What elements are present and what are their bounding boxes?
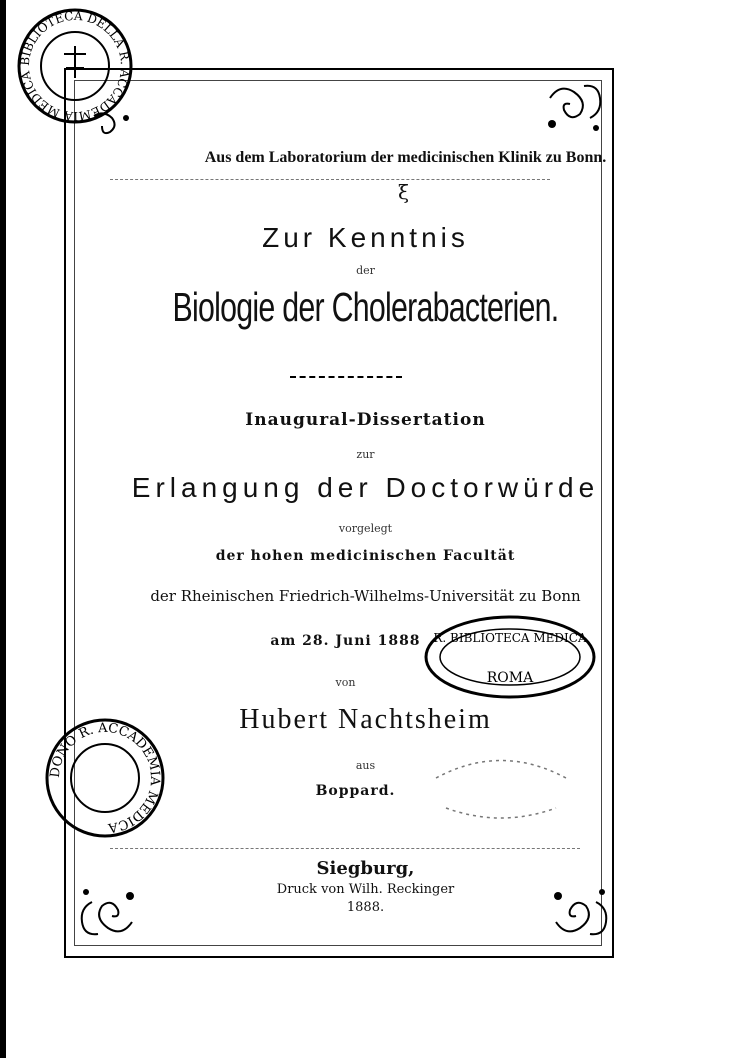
library-stamp-top-left bbox=[12, 6, 138, 126]
header-line: Aus dem Laboratorium der medicinischen Klinik zu Bonn. bbox=[204, 149, 607, 166]
submitted: vorgelegt bbox=[338, 522, 393, 535]
doc-type: Inaugural-Dissertation bbox=[245, 410, 486, 430]
stamp-right-line2: ROMA bbox=[486, 670, 534, 686]
main-title: Biologie der Cholerabacterien. bbox=[172, 284, 559, 330]
origin: Boppard. bbox=[315, 783, 396, 799]
year: 1888. bbox=[346, 900, 385, 915]
author-connector: von bbox=[335, 676, 356, 689]
purpose: Erlangung der Doctorwürde bbox=[131, 472, 600, 503]
author: Hubert Nachtsheim bbox=[239, 704, 492, 735]
imprint-rule bbox=[110, 848, 580, 850]
printer: Druck von Wilh. Reckinger bbox=[276, 882, 455, 897]
stamp-right-line1: R. BIBLIOTECA MEDICA bbox=[433, 631, 587, 645]
title-prefix: Zur Kenntnis bbox=[262, 222, 469, 253]
origin-connector: aus bbox=[355, 759, 376, 772]
date: am 28. Juni 1888 bbox=[270, 633, 421, 649]
title-connector: der bbox=[356, 264, 375, 277]
margin-mark: ξ bbox=[397, 180, 409, 204]
stamp-top-left-text: BIBLIOTECA DELLA R. ACCADEMIA MEDICA bbox=[17, 8, 133, 124]
title-rule bbox=[290, 376, 402, 379]
place: Siegburg, bbox=[316, 858, 415, 879]
university: der Rheinischen Friedrich-Wilhelms-Universität zu Bonn bbox=[150, 587, 581, 605]
faculty: der hohen medicinischen Facultät bbox=[215, 548, 516, 564]
purpose-connector: zur bbox=[356, 448, 375, 461]
corner-ornament-top-right bbox=[540, 78, 608, 136]
stamp-left-text: DONO R. ACCADEMIA MEDICA bbox=[47, 720, 163, 836]
